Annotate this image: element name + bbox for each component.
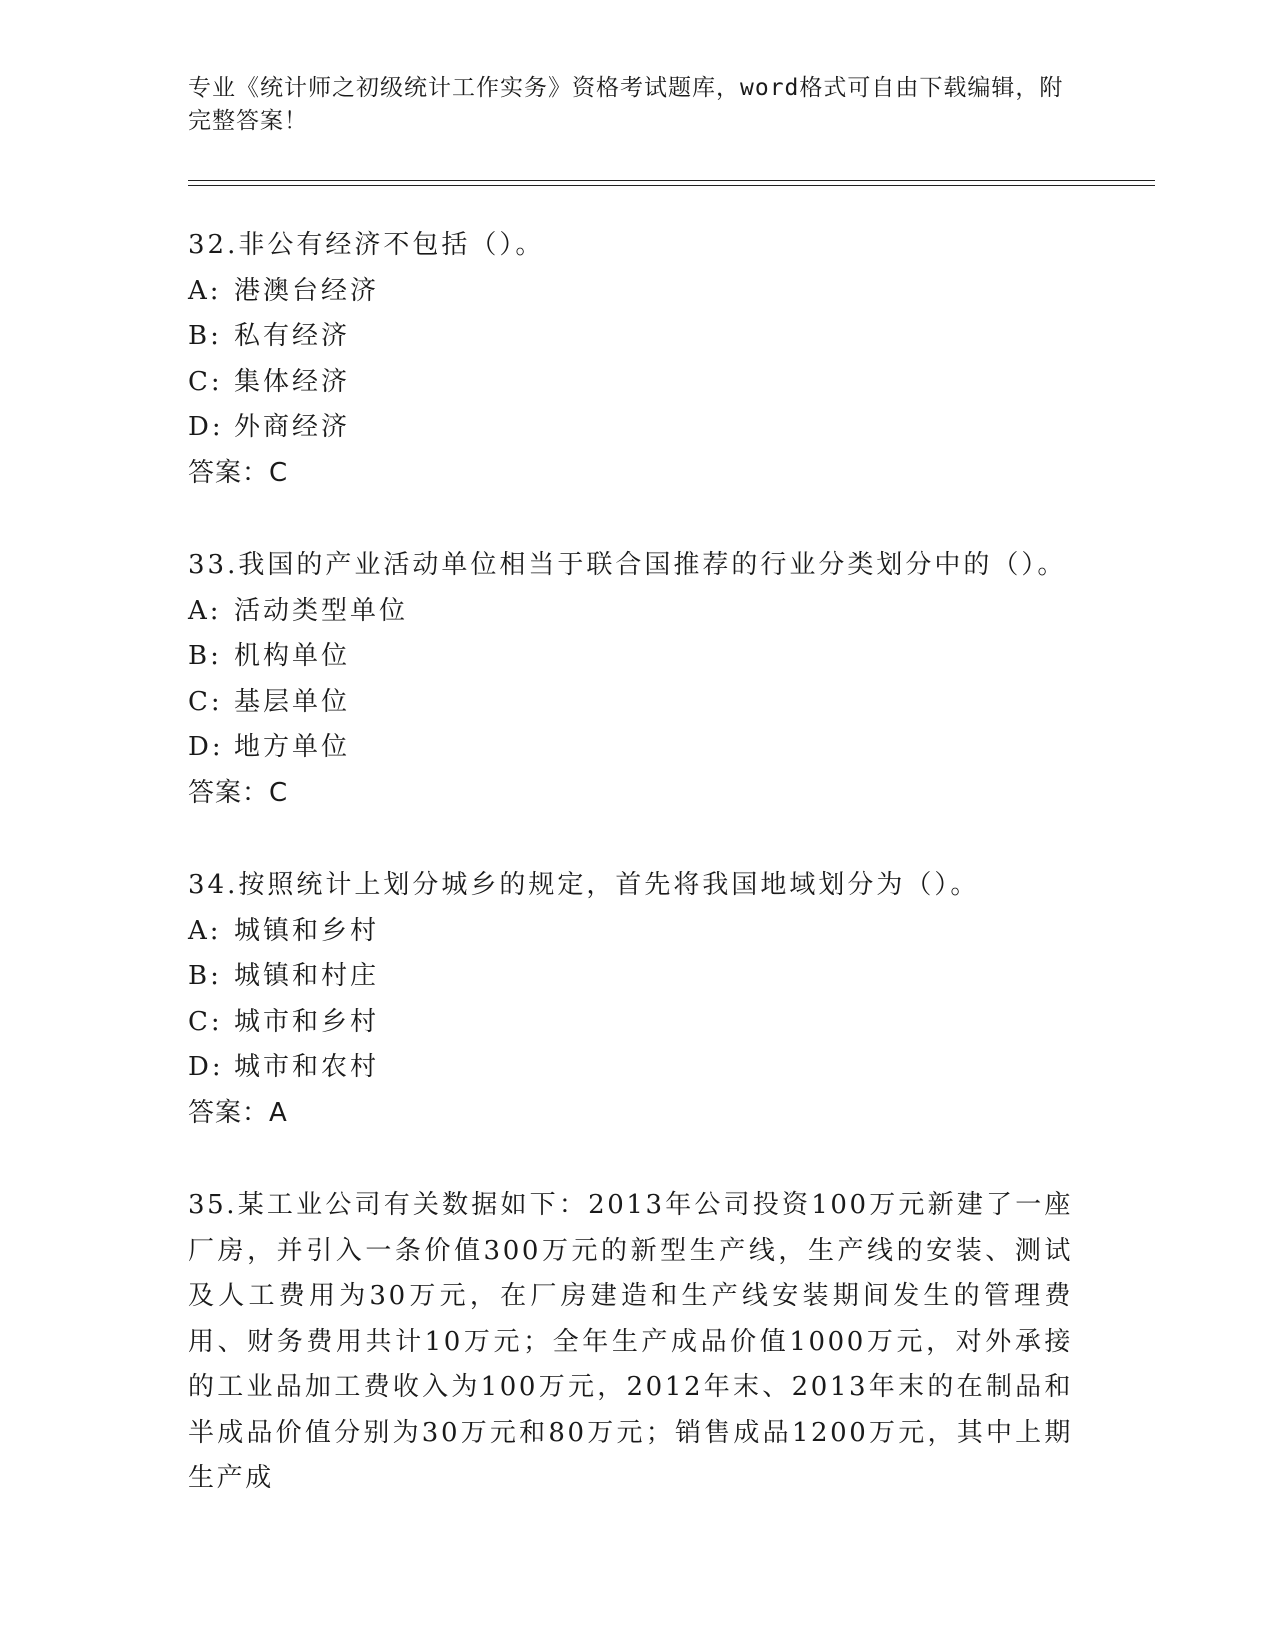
option-key: C: [188, 1006, 223, 1037]
option-c [188, 680, 1088, 726]
option-key: B: [188, 961, 222, 991]
option-b [188, 634, 1088, 680]
document-header: 专业《统计师之初级统计工作实务》资格考试题库，word格式可自由下载编辑，附完整答案！ [188, 75, 1064, 134]
option-key: D: [188, 732, 224, 762]
option-key: D: [188, 412, 224, 442]
option-c [188, 360, 1088, 406]
question-stem: 34.按照统计上划分城乡的规定，首先将我国地域划分为（）。 [188, 870, 980, 900]
option-d [188, 405, 1088, 451]
question-stem: 33.我国的产业活动单位相当于联合国推荐的行业分类划分中的（）。 [188, 550, 1067, 580]
option-text: 集体经济 [234, 366, 351, 397]
option-text: 城市和农村 [234, 1052, 380, 1082]
option-a [188, 909, 1088, 955]
option-key: A: [188, 915, 222, 946]
question-35: 35.某工业公司有关数据如下：2013年公司投资100万元新建了一座厂房，并引入一条价值300万元的新型生产线，生产线的安装、测试及人工费用为30万元，在厂房建造和生产线安装期间发生的管理费用、财务费用共计10万元；全年生产成品价值1000万元，对外承接的工业品加工费收入为100万元，2012年末、2013年末的在制品和半成品价值分别为30万元和80万元；销售成品1200万元，其中上期生产成 [188, 1190, 1073, 1493]
option-d [188, 725, 1088, 771]
option-key: B: [188, 641, 222, 671]
option-text: 基层单位 [234, 686, 351, 717]
answer: 答案：A [188, 1097, 288, 1128]
option-key: C: [188, 686, 223, 717]
option-key: D: [188, 1052, 224, 1082]
option-text: 港澳台经济 [234, 275, 380, 306]
option-text: 机构单位 [234, 641, 351, 671]
option-text: 私有经济 [234, 321, 351, 351]
option-text: 城镇和乡村 [234, 915, 380, 946]
header-divider [188, 180, 1155, 186]
option-d [188, 1045, 1088, 1091]
question-stem: 32.非公有经济不包括（）。 [188, 230, 545, 260]
option-key: B: [188, 321, 222, 351]
option-c [188, 1000, 1088, 1046]
option-a [188, 589, 1088, 635]
question-33 [188, 543, 1088, 816]
option-key: A: [188, 275, 222, 306]
option-text: 活动类型单位 [234, 595, 409, 626]
option-b [188, 954, 1088, 1000]
answer: 答案：C [188, 457, 289, 488]
option-key: A: [188, 595, 222, 626]
question-34 [188, 863, 1088, 1136]
option-text: 城镇和村庄 [234, 961, 380, 991]
answer: 答案：C [188, 777, 289, 808]
option-text: 地方单位 [234, 732, 351, 762]
question-32 [188, 223, 1088, 496]
option-text: 外商经济 [234, 412, 351, 442]
option-text: 城市和乡村 [234, 1006, 380, 1037]
option-a [188, 269, 1088, 315]
option-key: C: [188, 366, 223, 397]
option-b [188, 314, 1088, 360]
